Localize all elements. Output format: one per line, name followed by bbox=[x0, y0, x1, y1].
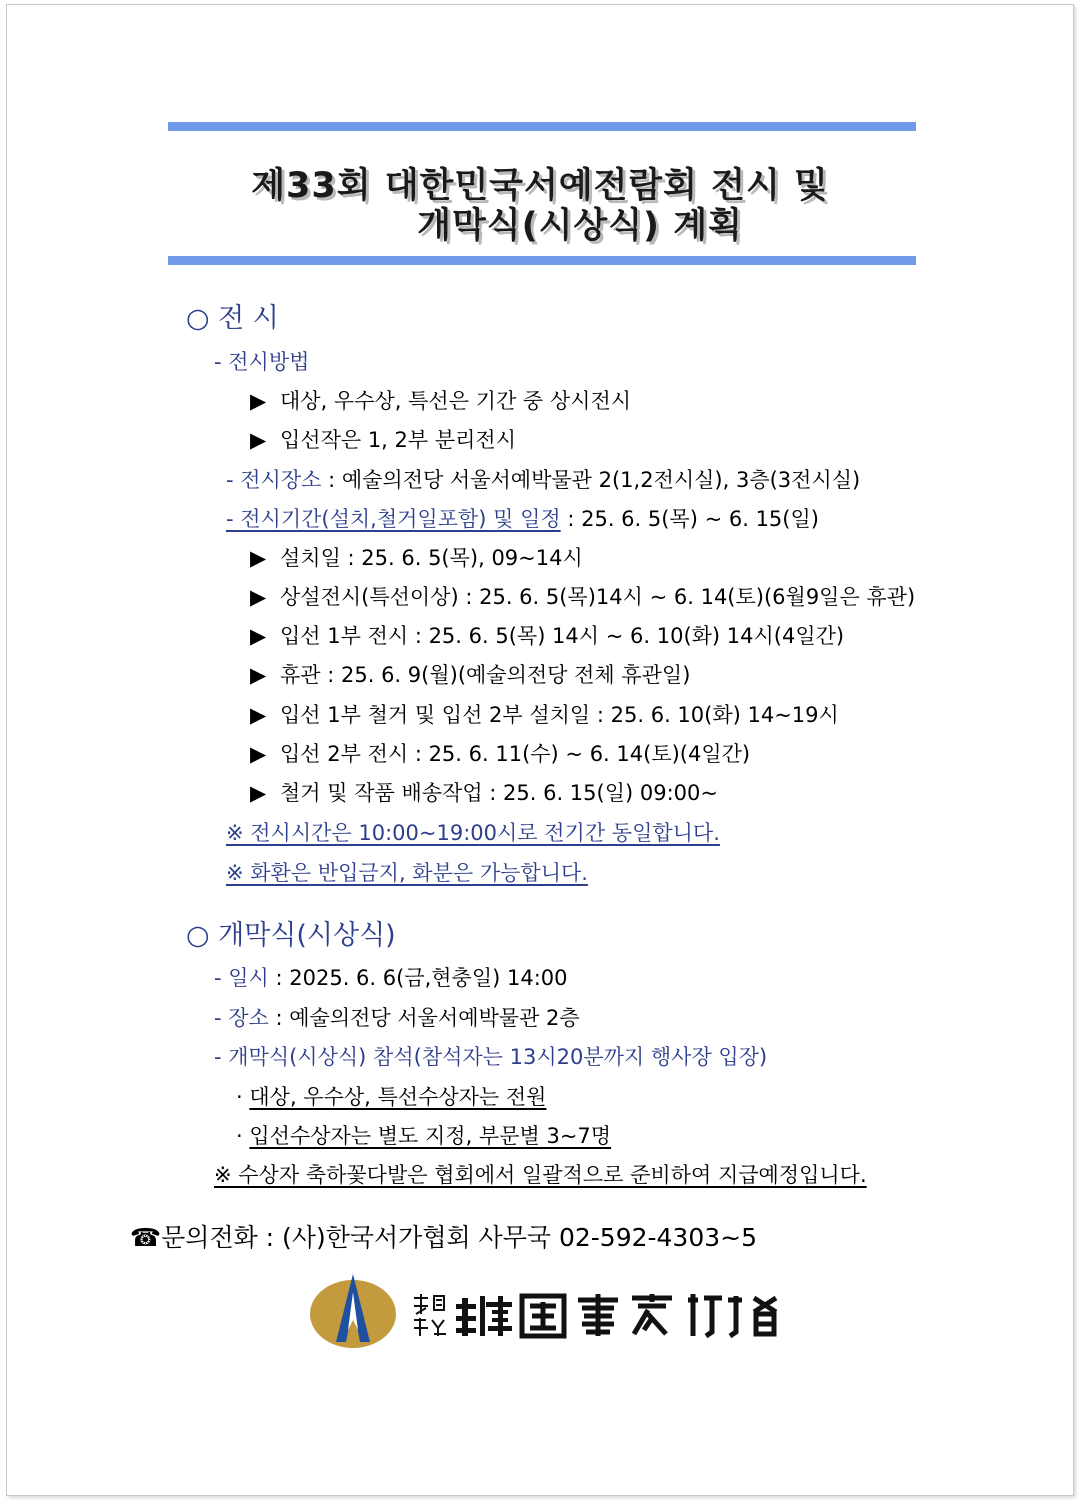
bullet-triangle-icon: ▶ bbox=[250, 585, 267, 609]
period-label: - 전시기간(설치,철거일포함) 및 일정 bbox=[226, 507, 561, 531]
middle-dot-icon: · bbox=[236, 1085, 243, 1109]
bullet-triangle-icon: ▶ bbox=[250, 624, 267, 648]
contact-line: ☎문의전화 : (사)한국서가협회 사무국 02-592-4303~5 bbox=[130, 1223, 758, 1252]
ceremony-heading: ○ 개막식(시상식) bbox=[186, 920, 396, 951]
title-bottom-rule bbox=[168, 256, 916, 265]
place-label: - 장소 bbox=[214, 1006, 269, 1030]
venue-label: - 전시장소 bbox=[226, 468, 322, 492]
schedule-item: ▶ 입선 1부 전시 : 25. 6. 5(목) 14시 ~ 6. 10(화) 14시(4일간) bbox=[250, 624, 845, 648]
date-label: - 일시 bbox=[214, 966, 269, 990]
exhibition-note: ※ 전시시간은 10:00~19:00시로 전기간 동일합니다. bbox=[226, 821, 720, 845]
schedule-item: ▶ 설치일 : 25. 6. 5(목), 09~14시 bbox=[250, 546, 583, 570]
middle-dot-icon: · bbox=[236, 1124, 243, 1148]
schedule-item: ▶ 상설전시(특선이상) : 25. 6. 5(목)14시 ~ 6. 14(토)(6월9일은 휴관) bbox=[250, 585, 916, 609]
method-item: ▶ 입선작은 1, 2부 분리전시 bbox=[250, 428, 516, 452]
period-row bbox=[226, 503, 819, 533]
title-top-rule bbox=[168, 122, 916, 131]
ceremony-date-row bbox=[214, 962, 568, 992]
bullet-triangle-icon: ▶ bbox=[250, 389, 267, 413]
schedule-item: ▶ 입선 1부 철거 및 입선 2부 설치일 : 25. 6. 10(화) 14~19시 bbox=[250, 703, 839, 727]
schedule-item: ▶ 휴관 : 25. 6. 9(월)(예술의전당 전체 휴관일) bbox=[250, 663, 691, 687]
venue-value: : 예술의전당 서울서예박물관 2(1,2전시실), 3층(3전시실) bbox=[321, 468, 861, 492]
bullet-triangle-icon: ▶ bbox=[250, 703, 267, 727]
ceremony-note: ※ 수상자 축하꽃다발은 협회에서 일괄적으로 준비하여 지급예정입니다. bbox=[214, 1163, 867, 1187]
date-value: : 2025. 6. 6(금,현충일) 14:00 bbox=[268, 966, 568, 990]
schedule-item: ▶ 철거 및 작품 배송작업 : 25. 6. 15(일) 09:00~ bbox=[250, 781, 718, 805]
association-logo bbox=[308, 1270, 398, 1350]
schedule-item: ▶ 입선 2부 전시 : 25. 6. 11(수) ~ 6. 14(토)(4일간) bbox=[250, 742, 751, 766]
title-line-1: 제33회 대한민국서예전람회 전시 및 bbox=[251, 166, 829, 206]
ceremony-place-row bbox=[214, 1002, 580, 1032]
attendee-item: · 대상, 우수상, 특선수상자는 전원 bbox=[236, 1085, 547, 1109]
title-line-2: 개막식(시상식) 계획 bbox=[417, 206, 743, 246]
attendee-item: · 입선수상자는 별도 지정, 부문별 3~7명 bbox=[236, 1124, 612, 1148]
bullet-triangle-icon: ▶ bbox=[250, 663, 267, 687]
exhibition-heading: ○ 전 시 bbox=[186, 303, 279, 334]
place-value: : 예술의전당 서울서예박물관 2층 bbox=[268, 1006, 580, 1030]
period-value: : 25. 6. 5(목) ~ 6. 15(일) bbox=[560, 507, 819, 531]
method-label: - 전시방법 bbox=[214, 350, 310, 374]
bullet-triangle-icon: ▶ bbox=[250, 781, 267, 805]
bullet-triangle-icon: ▶ bbox=[250, 742, 267, 766]
bullet-triangle-icon: ▶ bbox=[250, 546, 267, 570]
bullet-triangle-icon: ▶ bbox=[250, 428, 267, 452]
association-name-calligraphy bbox=[410, 1290, 780, 1340]
method-item: ▶ 대상, 우수상, 특선은 기간 중 상시전시 bbox=[250, 389, 632, 413]
venue-row bbox=[226, 464, 860, 494]
exhibition-note: ※ 화환은 반입금지, 화분은 가능합니다. bbox=[226, 861, 588, 885]
attendance-label: - 개막식(시상식) 참석(참석자는 13시20분까지 행사장 입장) bbox=[214, 1045, 768, 1069]
